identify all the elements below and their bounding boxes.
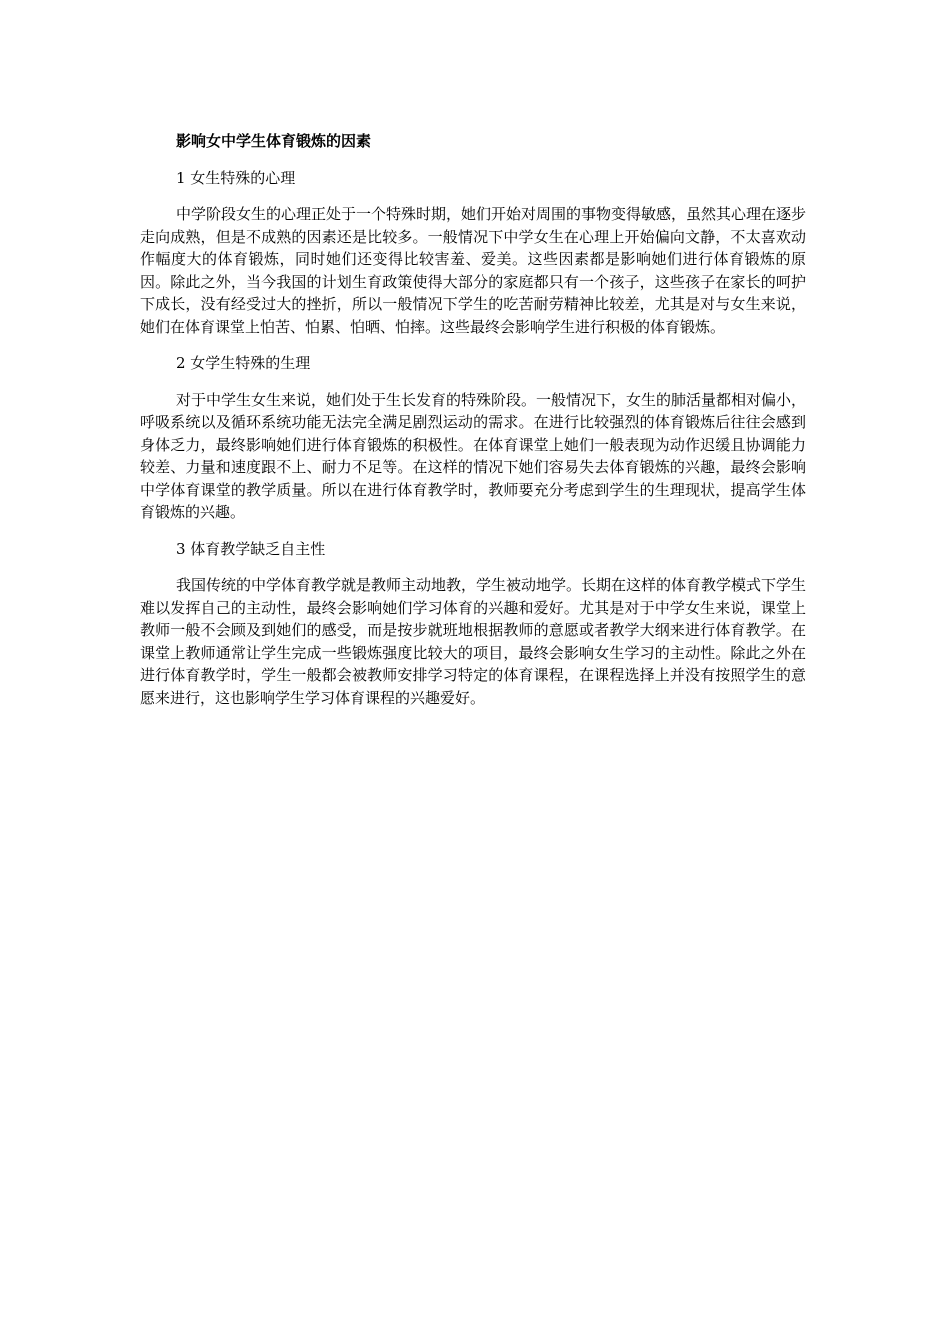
section-heading-1: 1 女生特殊的心理	[176, 168, 296, 187]
section-body-2: 对于中学生女生来说，她们处于生长发育的特殊阶段。一般情况下，女生的肺活量都相对偏小，呼吸系统以及循环系统功能无法完全满足剧烈运动的需求。在进行比较强烈的体育锻炼后往往会感到身体乏力，最终影响她们进行体育锻炼的积极性。在体育课堂上她们一般表现为动作迟缓且协调能力较差、力量和速度跟不上、耐力不足等。在这样的情况下她们容易失去体育锻炼的兴趣，最终会影响中学体育课堂的教学质量。所以在进行体育教学时，教师要充分考虑到学生的生理现状，提高学生体育锻炼的兴趣。	[140, 390, 807, 521]
document-title: 影响女中学生体育锻炼的因素	[176, 132, 372, 150]
section-body-3: 我国传统的中学体育教学就是教师主动地教，学生被动地学。长期在这样的体育教学模式下学生难以发挥自己的主动性，最终会影响她们学习体育的兴趣和爱好。尤其是对于中学女生来说，课堂上教师一般不会顾及到她们的感受，而是按步就班地根据教师的意愿或者教学大纲来进行体育教学。在课堂上教师通常让学生完成一些锻炼强度比较大的项目，最终会影响女生学习的主动性。除此之外在进行体育教学时，学生一般都会被教师安排学习特定的体育课程，在课程选择上并没有按照学生的意愿来进行，这也影响学生学习体育课程的兴趣爱好。	[140, 576, 807, 707]
section-heading-2: 2 女学生特殊的生理	[176, 354, 311, 372]
document-page	[140, 130, 806, 723]
section-heading-3: 3 体育教学缺乏自主性	[176, 539, 326, 558]
section-body-1: 中学阶段女生的心理正处于一个特殊时期，她们开始对周围的事物变得敏感，虽然其心理在逐步走向成熟，但是不成熟的因素还是比较多。一般情况下中学女生在心理上开始偏向文静，不太喜欢动作幅度大的体育锻炼，同时她们还变得比较害羞、爱美。这些因素都是影响她们进行体育锻炼的原因。除此之外，当今我国的计划生育政策使得大部分的家庭都只有一个孩子，这些孩子在家长的呵护下成长，没有经受过大的挫折，所以一般情况下学生的吃苦耐劳精神比较差，尤其是对与女生来说，她们在体育课堂上怕苦、怕累、怕晒、怕摔。这些最终会影响学生进行积极的体育锻炼。	[140, 205, 807, 336]
